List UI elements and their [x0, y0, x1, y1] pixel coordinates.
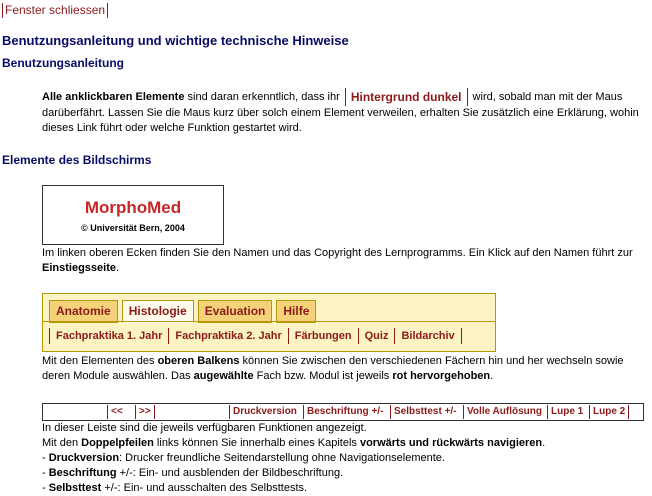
prev-button[interactable]: <<	[107, 405, 126, 419]
tab-hilfe[interactable]: Hilfe	[276, 300, 316, 323]
module-fachpraktika-2[interactable]: Fachpraktika 2. Jahr	[168, 328, 287, 344]
modules-row	[49, 328, 462, 344]
page-title: Benutzungsanleitung und wichtige technische Hinweise	[2, 33, 349, 48]
tabbar-description	[42, 354, 642, 384]
bar-text-3: Fach bzw. Modul ist jeweils	[253, 370, 393, 382]
toolbar-description	[42, 421, 642, 496]
bar-text-1: Mit den Elementen des	[42, 355, 158, 367]
next-button[interactable]: >>	[135, 405, 155, 419]
bullet-item: - Selbsttest +/-: Ein- und ausschalten des Selbsttests.	[42, 482, 308, 494]
function-toolbar	[42, 403, 644, 421]
zoom-1-button[interactable]: Lupe 1	[547, 405, 586, 419]
tabs-row	[49, 300, 316, 323]
logo-title[interactable]: MorphoMed	[84, 198, 182, 217]
zoom-2-button[interactable]: Lupe 2	[589, 405, 629, 419]
module-quiz[interactable]: Quiz	[358, 328, 395, 344]
logo-description	[42, 246, 642, 276]
tb2-text-1: Mit den	[42, 437, 82, 449]
usage-heading: Benutzungsanleitung	[2, 56, 124, 70]
tab-anatomie[interactable]: Anatomie	[49, 300, 118, 323]
module-bildarchiv[interactable]: Bildarchiv	[394, 328, 461, 344]
tb2-bold-2: vorwärts und rückwärts navigieren	[359, 437, 543, 449]
usage-text-1: sind daran erkenntlich, dass ihr	[184, 90, 343, 103]
usage-paragraph	[42, 88, 642, 136]
bar-bold-3: rot hervorgehoben	[392, 370, 491, 382]
elements-heading: Elemente des Bildschirms	[2, 153, 152, 167]
caption-toggle-button[interactable]: Beschriftung +/-	[303, 405, 386, 419]
bar-text-4: .	[490, 370, 494, 382]
bullet-term: Selbsttest	[48, 482, 102, 494]
bullet-term: Beschriftung	[48, 467, 117, 479]
bullet-desc: : Drucker freundliche Seitendarstellung ohne Navigationselemente.	[119, 452, 445, 464]
toolbar-line-2	[42, 436, 642, 451]
subject-tab-bar	[42, 293, 496, 352]
print-version-button[interactable]: Druckversion	[229, 405, 300, 419]
bullet-desc: +/-: Ein- und ausblenden der Bildbeschriftung.	[116, 467, 344, 479]
bullet-item: - Beschriftung +/-: Ein- und ausblenden der Bildbeschriftung.	[42, 467, 344, 479]
tab-histologie[interactable]: Histologie	[122, 300, 194, 323]
toolbar-line-1: In dieser Leiste sind die jeweils verfügbaren Funktionen angezeigt.	[42, 422, 367, 434]
bar-bold-2: augewählte	[193, 370, 254, 382]
logo-copyright: © Universität Bern, 2004	[81, 223, 185, 233]
tb2-text-2: links können Sie innerhalb eines Kapitels	[153, 437, 360, 449]
selftest-toggle-button[interactable]: Selbsttest +/-	[390, 405, 460, 419]
usage-bold-lead: Alle anklickbaren Elemente	[42, 90, 185, 103]
logo-desc-text: Im linken oberen Ecken finden Sie den Namen und das Copyright des Lernprogramms. Ein Klick auf den Namen führt zur	[42, 247, 633, 259]
bar-text-2: können Sie zwischen den verschiedenen Fächern hin und her wechseln sowie deren Module auswählen. Das	[42, 355, 624, 382]
module-fachpraktika-1[interactable]: Fachpraktika 1. Jahr	[49, 328, 168, 344]
logo-desc-end: .	[115, 262, 120, 274]
module-faerbungen[interactable]: Färbungen	[288, 328, 358, 344]
full-resolution-button[interactable]: Volle Auflösung	[463, 405, 545, 419]
tab-evaluation[interactable]: Evaluation	[198, 300, 273, 323]
bullet-item: - Druckversion: Drucker freundliche Seitendarstellung ohne Navigationselemente.	[42, 452, 445, 464]
tb2-bold-1: Doppelpfeilen	[81, 437, 154, 449]
logo-box[interactable]	[42, 185, 224, 245]
usage-text-2: wird, sobald man mit der Maus darüberfährt. Lassen Sie die Maus kurz über solch einem Element verweilen, erhalten Sie zusätzlich eine Erklärung, wohin dieses Link führt oder welche Funktion gestartet wird.	[42, 90, 639, 134]
tb2-text-3: .	[542, 437, 546, 449]
close-window-link[interactable]: Fenster schliessen	[2, 3, 108, 18]
highlight-demo-link[interactable]: Hintergrund dunkel	[345, 88, 468, 106]
logo-desc-bold: Einstiegsseite	[42, 262, 116, 274]
bullet-desc: +/-: Ein- und ausschalten des Selbsttests.	[101, 482, 308, 494]
tab-divider	[43, 321, 495, 322]
bar-bold-1: oberen Balkens	[157, 355, 240, 367]
bullet-term: Druckversion	[48, 452, 120, 464]
